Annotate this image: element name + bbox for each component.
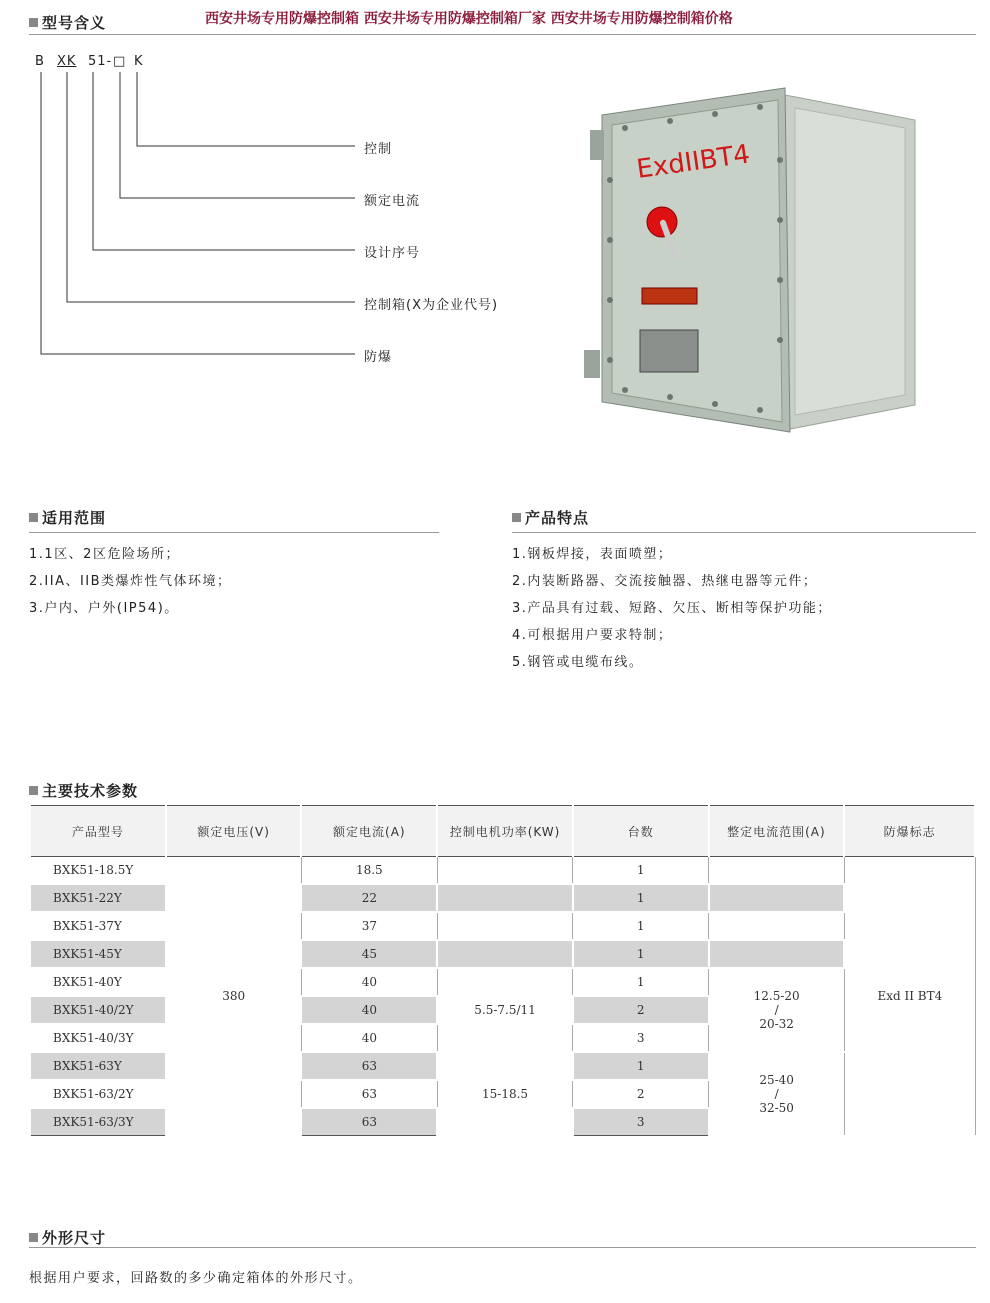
cell-count: 1	[573, 968, 709, 996]
cell-model: BXK51-63Y	[30, 1052, 166, 1080]
list-item: 2.内装断路器、交流接触器、热继电器等元件；	[512, 574, 818, 589]
legend-rated-current: 额定电流	[364, 194, 421, 209]
cell-count: 2	[573, 996, 709, 1024]
section-title-applicable: 适用范围	[29, 507, 106, 528]
col-header-count: 台数	[573, 806, 709, 857]
code-part-b: B	[35, 54, 45, 69]
cell-model: BXK51-63/2Y	[30, 1080, 166, 1108]
dimensions-text: 根据用户要求，回路数的多少确定箱体的外形尺寸。	[29, 1271, 363, 1286]
section-title-model: 型号含义	[29, 12, 106, 33]
cell-marking: Exd II BT4	[844, 857, 975, 1136]
col-header-model: 产品型号	[30, 806, 166, 857]
cell-range-merged: 25-40 / 32-50	[709, 1052, 845, 1136]
cell-count: 1	[573, 912, 709, 940]
cell-count: 1	[573, 940, 709, 968]
list-item: 2.IIA、IIB类爆炸性气体环境；	[29, 574, 232, 589]
features-list	[512, 541, 832, 676]
code-part-xk: XK	[57, 54, 77, 69]
legend-control: 控制	[364, 142, 393, 157]
square-bullet-icon	[512, 513, 521, 522]
cell-count: 1	[573, 857, 709, 885]
cell-current: 40	[301, 1024, 437, 1052]
table-row	[30, 857, 975, 885]
cell-range	[709, 884, 845, 912]
legend-control-box: 控制箱(X为企业代号)	[364, 298, 499, 313]
cell-model: BXK51-22Y	[30, 884, 166, 912]
cell-power	[437, 940, 573, 968]
cell-current: 40	[301, 968, 437, 996]
cell-range	[709, 940, 845, 968]
cell-current: 37	[301, 912, 437, 940]
page-banner: 西安井场专用防爆控制箱 西安井场专用防爆控制箱厂家 西安井场专用防爆控制箱价格	[205, 11, 733, 27]
square-bullet-icon	[29, 1233, 38, 1242]
col-header-current: 额定电流(A)	[301, 806, 437, 857]
cell-count: 3	[573, 1108, 709, 1136]
marking-label: ExdIIBT4	[634, 139, 752, 185]
cell-model: BXK51-18.5Y	[30, 857, 166, 885]
section-title-specs: 主要技术参数	[29, 780, 138, 801]
list-item: 5.钢管或电缆布线。	[512, 655, 644, 670]
cell-current: 63	[301, 1108, 437, 1136]
cell-current: 45	[301, 940, 437, 968]
section-title-features: 产品特点	[512, 507, 589, 528]
col-header-marking: 防爆标志	[844, 806, 975, 857]
product-image	[580, 60, 920, 440]
model-code-leader-lines	[0, 0, 380, 370]
cell-range	[709, 857, 845, 885]
list-item: 1.1区、2区危险场所；	[29, 547, 180, 562]
spec-table	[29, 805, 976, 1137]
cell-model: BXK51-63/3Y	[30, 1108, 166, 1136]
table-header-row	[30, 806, 975, 857]
col-header-power: 控制电机功率(KW)	[437, 806, 573, 857]
cell-range-merged: 12.5-20 / 20-32	[709, 968, 845, 1052]
cell-power-merged: 5.5-7.5/11	[437, 968, 573, 1052]
cell-model: BXK51-40/3Y	[30, 1024, 166, 1052]
code-part-51: 51-	[88, 54, 113, 69]
cell-count: 2	[573, 1080, 709, 1108]
list-item: 1.钢板焊接，表面喷塑；	[512, 547, 673, 562]
cell-count: 1	[573, 884, 709, 912]
cell-count: 1	[573, 1052, 709, 1080]
cell-current: 63	[301, 1052, 437, 1080]
applicable-list	[29, 541, 232, 622]
square-bullet-icon	[29, 786, 38, 795]
cell-model: BXK51-40/2Y	[30, 996, 166, 1024]
divider	[29, 1247, 976, 1248]
cell-current: 22	[301, 884, 437, 912]
cell-voltage: 380	[166, 857, 302, 1136]
legend-explosion-proof: 防爆	[364, 350, 393, 365]
cell-current: 63	[301, 1080, 437, 1108]
cell-power	[437, 857, 573, 885]
cell-current: 18.5	[301, 857, 437, 885]
cell-current: 40	[301, 996, 437, 1024]
control-box-icon	[580, 60, 920, 440]
list-item: 4.可根据用户要求特制；	[512, 628, 673, 643]
section-title-dimensions: 外形尺寸	[29, 1227, 106, 1248]
divider	[512, 532, 976, 533]
cell-model: BXK51-40Y	[30, 968, 166, 996]
code-part-box: □	[113, 54, 127, 69]
cell-range	[709, 912, 845, 940]
list-item: 3.户内、户外(IP54)。	[29, 601, 179, 616]
square-bullet-icon	[29, 513, 38, 522]
list-item: 3.产品具有过载、短路、欠压、断相等保护功能；	[512, 601, 832, 616]
legend-design-no: 设计序号	[364, 246, 421, 261]
divider	[29, 532, 439, 533]
cell-power	[437, 912, 573, 940]
col-header-voltage: 额定电压(V)	[166, 806, 302, 857]
cell-count: 3	[573, 1024, 709, 1052]
cell-model: BXK51-37Y	[30, 912, 166, 940]
col-header-range: 整定电流范围(A)	[709, 806, 845, 857]
cell-power	[437, 884, 573, 912]
cell-power-merged: 15-18.5	[437, 1052, 573, 1136]
cell-model: BXK51-45Y	[30, 940, 166, 968]
code-part-k: K	[134, 54, 144, 69]
